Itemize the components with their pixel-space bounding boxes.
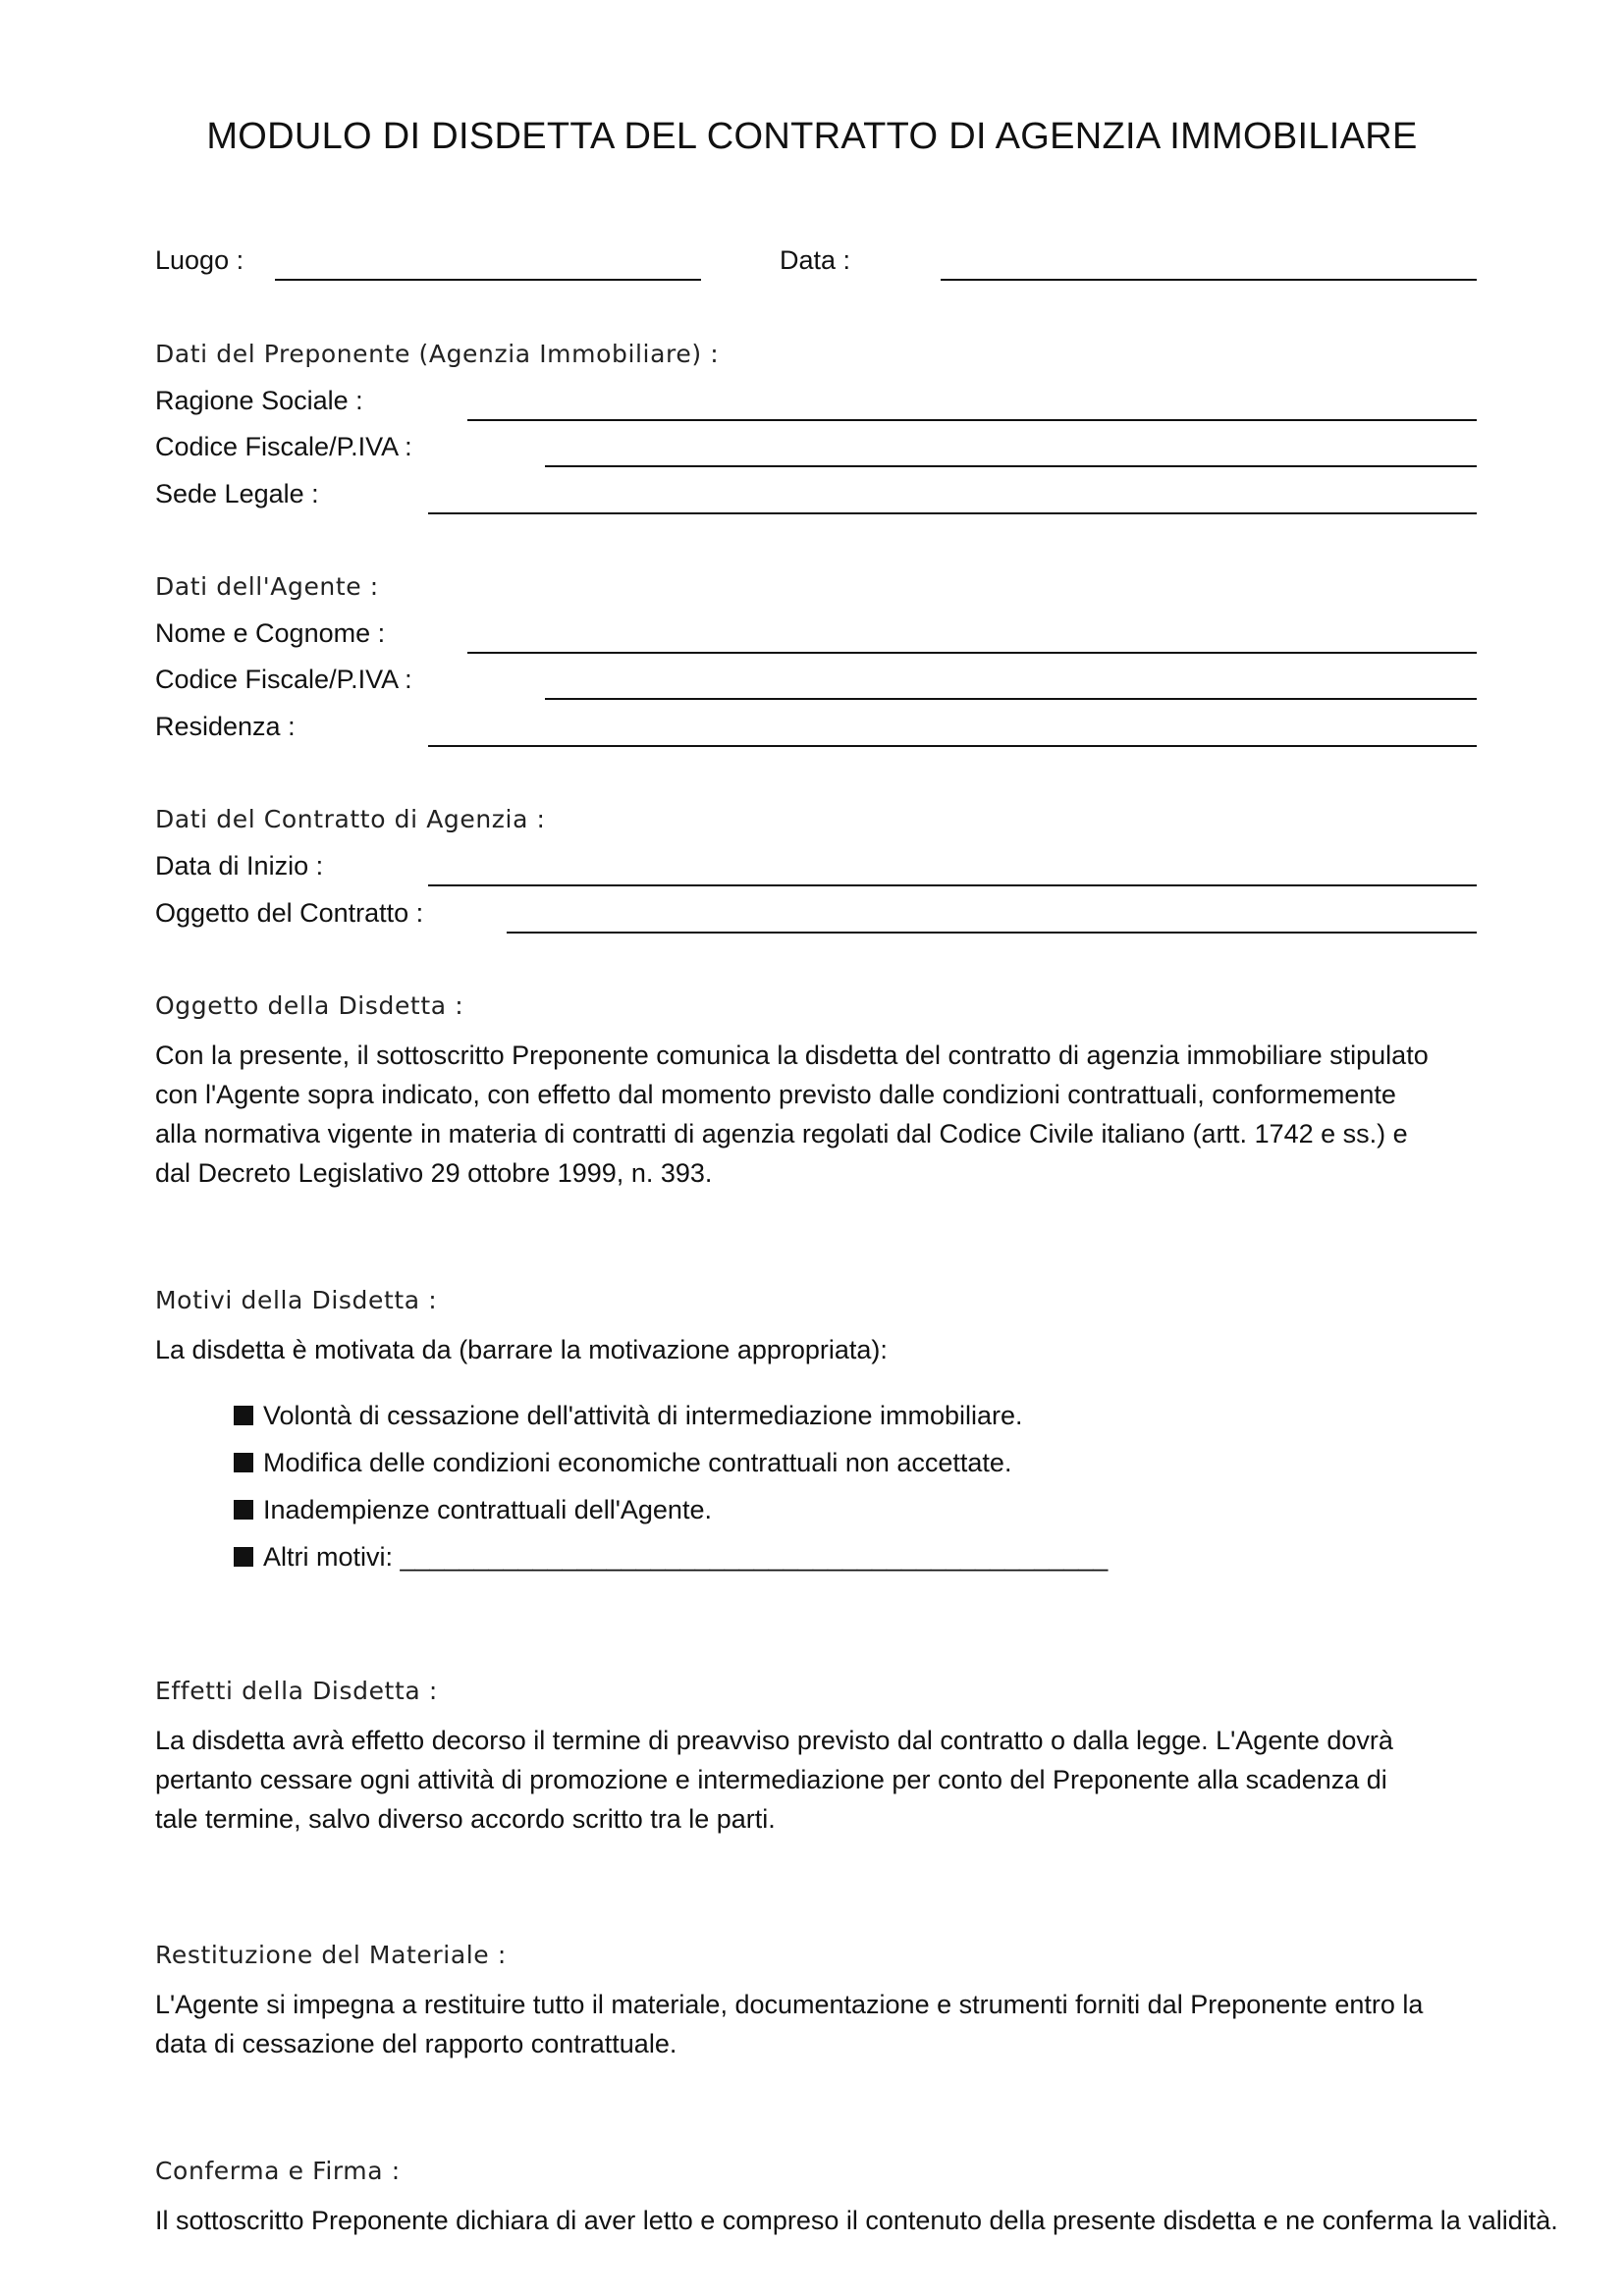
contratto-heading: Dati del Contratto di Agenzia :: [155, 805, 546, 833]
luogo-label: Luogo :: [155, 245, 244, 275]
preponente-codice-fiscale-label: Codice Fiscale/P.IVA :: [155, 432, 412, 461]
effetti-text: [155, 1721, 1477, 1839]
data-inizio-label: Data di Inizio :: [155, 851, 324, 881]
oggetto-disdetta-text: [155, 1036, 1477, 1193]
conferma-heading: Conferma e Firma :: [155, 2157, 401, 2185]
preponente-codice-fiscale-field[interactable]: [545, 465, 1477, 467]
motivo-option[interactable]: [234, 1392, 1108, 1439]
text-line: L'Agente si impegna a restituire tutto il materiale, documentazione e strumenti forniti dal Preponente entro la: [155, 1990, 1424, 2019]
nome-cognome-field[interactable]: [467, 652, 1477, 654]
motivi-heading: Motivi della Disdetta :: [155, 1286, 438, 1314]
data-inizio-field[interactable]: [428, 884, 1477, 886]
motivo-option[interactable]: [234, 1486, 1108, 1533]
checkbox-square-icon[interactable]: [234, 1453, 253, 1472]
luogo-field[interactable]: [275, 279, 701, 281]
motivo-label: Volontà di cessazione dell'attività di intermediazione immobiliare.: [263, 1400, 1023, 1430]
text-line: dal Decreto Legislativo 29 ottobre 1999, n. 393.: [155, 1158, 713, 1188]
motivi-intro: La disdetta è motivata da (barrare la motivazione appropriata):: [155, 1335, 888, 1364]
agente-codice-fiscale-field[interactable]: [545, 698, 1477, 700]
oggetto-contratto-label: Oggetto del Contratto :: [155, 898, 424, 928]
nome-cognome-label: Nome e Cognome :: [155, 618, 386, 648]
checkbox-square-icon[interactable]: [234, 1547, 253, 1567]
motivi-options: [234, 1392, 1108, 1580]
text-line: data di cessazione del rapporto contrattuale.: [155, 2029, 677, 2058]
motivo-label: Inadempienze contrattuali dell'Agente.: [263, 1494, 712, 1524]
agente-codice-fiscale-row: [155, 665, 1477, 704]
text-line: La disdetta avrà effetto decorso il termine di preavviso previsto dal contratto o dalla legge. L'Agente dovrà: [155, 1726, 1393, 1755]
document-title: MODULO DI DISDETTA DEL CONTRATTO DI AGENZIA IMMOBILIARE: [206, 116, 1418, 157]
luogo-data-row: [155, 245, 1477, 285]
text-line: alla normativa vigente in materia di contratti di agenzia regolati dal Codice Civile italiano (artt. 1742 e ss.) e: [155, 1119, 1408, 1148]
sede-legale-field[interactable]: [428, 512, 1477, 514]
preponente-heading: Dati del Preponente (Agenzia Immobiliare) :: [155, 340, 720, 368]
residenza-row: [155, 712, 1477, 751]
effetti-heading: Effetti della Disdetta :: [155, 1677, 438, 1705]
data-field[interactable]: [941, 279, 1477, 281]
sede-legale-row: [155, 479, 1477, 518]
agente-heading: Dati dell'Agente :: [155, 572, 379, 601]
data-inizio-row: [155, 851, 1477, 890]
residenza-label: Residenza :: [155, 712, 296, 741]
oggetto-contratto-field[interactable]: [507, 932, 1477, 934]
preponente-codice-fiscale-row: [155, 432, 1477, 471]
ragione-sociale-row: [155, 386, 1477, 425]
motivo-label: Altri motivi: ________________________________________________: [263, 1541, 1109, 1572]
ragione-sociale-field[interactable]: [467, 419, 1477, 421]
nome-cognome-row: [155, 618, 1477, 658]
restituzione-text: [155, 1985, 1477, 2063]
conferma-text: Il sottoscritto Preponente dichiara di aver letto e compreso il contenuto della presente disdetta e ne conferma la validità.: [155, 2206, 1558, 2235]
motivo-option[interactable]: [234, 1439, 1108, 1486]
checkbox-square-icon[interactable]: [234, 1500, 253, 1520]
motivo-label: Modifica delle condizioni economiche contrattuali non accettate.: [263, 1447, 1012, 1477]
residenza-field[interactable]: [428, 745, 1477, 747]
oggetto-disdetta-heading: Oggetto della Disdetta :: [155, 991, 464, 1020]
sede-legale-label: Sede Legale :: [155, 479, 319, 508]
restituzione-heading: Restituzione del Materiale :: [155, 1941, 507, 1969]
text-line: con l'Agente sopra indicato, con effetto dal momento previsto dalle condizioni contrattuali, conformemente: [155, 1080, 1396, 1109]
text-line: pertanto cessare ogni attività di promozione e intermediazione per conto del Preponente alla scadenza di: [155, 1765, 1387, 1794]
agente-codice-fiscale-label: Codice Fiscale/P.IVA :: [155, 665, 412, 694]
motivo-option[interactable]: [234, 1533, 1108, 1580]
text-line: tale termine, salvo diverso accordo scritto tra le parti.: [155, 1804, 776, 1834]
text-line: Con la presente, il sottoscritto Preponente comunica la disdetta del contratto di agenzia immobiliare stipulato: [155, 1041, 1429, 1070]
oggetto-contratto-row: [155, 898, 1477, 937]
data-label: Data :: [780, 245, 851, 275]
ragione-sociale-label: Ragione Sociale :: [155, 386, 363, 415]
checkbox-square-icon[interactable]: [234, 1406, 253, 1425]
